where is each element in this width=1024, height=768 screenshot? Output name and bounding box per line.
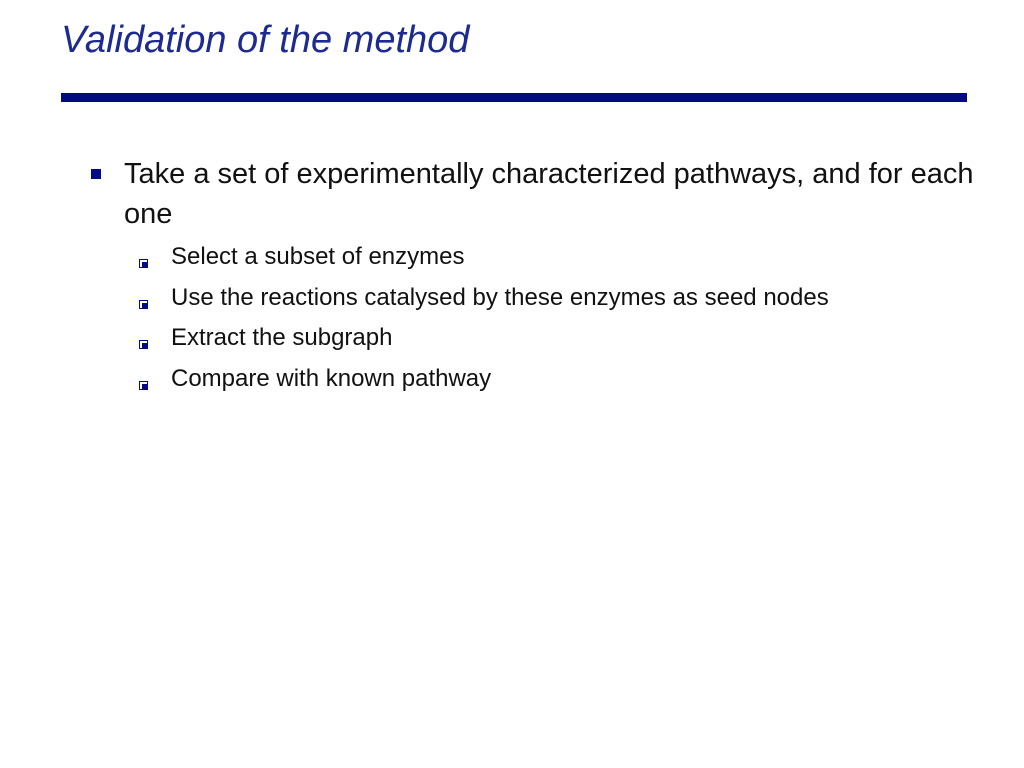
shadowed-square-bullet-icon xyxy=(139,381,148,390)
sub-bullet-item: Compare with known pathway xyxy=(171,365,492,392)
shadowed-square-bullet-icon xyxy=(139,340,148,349)
shadowed-square-bullet-icon xyxy=(139,259,148,268)
bullet-item: Take a set of experimentally characterized pathways, and for each one xyxy=(124,158,974,230)
filled-square-bullet-icon xyxy=(91,169,101,179)
shadowed-square-bullet-icon xyxy=(139,300,148,309)
title-underline-rule xyxy=(61,93,967,102)
sub-bullet-item: Extract the subgraph xyxy=(171,324,393,351)
sub-bullet-item: Use the reactions catalysed by these enzymes as seed nodes xyxy=(171,284,829,311)
sub-bullet-item: Select a subset of enzymes xyxy=(171,243,465,270)
slide-title: Validation of the method xyxy=(61,19,470,61)
